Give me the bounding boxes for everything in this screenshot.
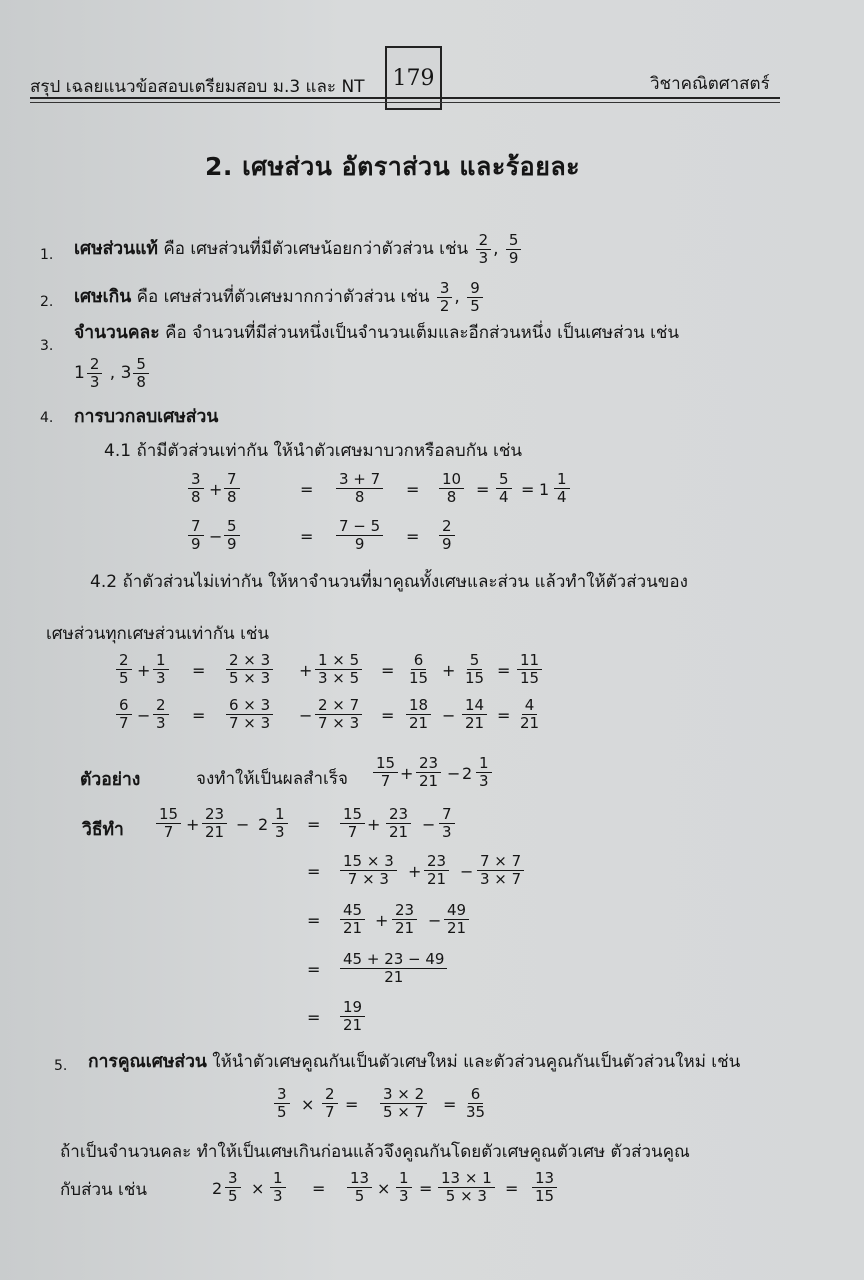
page-number-box: [385, 46, 442, 110]
fraction: $\frac{3}{2}$: [437, 280, 453, 314]
chapter-title: 2. เศษส่วน อัตราส่วน และร้อยละ: [205, 152, 581, 181]
header-subject: วิชาคณิตศาสตร์: [650, 74, 770, 94]
item-number: 5.: [54, 1058, 68, 1074]
mixed-multiplication-text: ถ้าเป็นจำนวนคละ ทำให้เป็นเศษเกินก่อนแล้วจึงคูณกันโดยตัวเศษคูณตัวเศษ ตัวส่วนคูณ: [60, 1142, 690, 1162]
solution-label: วิธีทำ: [82, 820, 124, 840]
term-multiplication: การคูณเศษส่วน: [88, 1052, 207, 1072]
item-number: 3.: [40, 338, 54, 354]
section-multiplication: [88, 1047, 740, 1075]
example-label: ตัวอย่าง: [80, 770, 141, 790]
item-number: 1.: [40, 247, 54, 263]
book-page: สรุป เฉลยแนวข้อสอบเตรียมสอบ ม.3 และ NT 179 วิชาคณิตศาสตร์ 2. เศษส่วน อัตราส่วน และร้อยละ 1. เศษส่วนแท้ คือ เศษส่วนที่มีตัวเศษน้อยกว่าตัวส่วน เช่น $\frac{2}{3}$ , $\frac{5}{9}$ 2. เศษเกิน คือ เศษส่วนที่ตัวเศษมากกว่าตัวส่วน เช่น $\frac{3}{2}$ , $\frac{9}{5}$ 3. จำนวนคละ คือ จำนวนที่มีส่วนหนึ่งเป็นจำนวนเต็มและอีกส่วนหนึ่ง เป็นเศษส่วน เช่น 1 $\frac{2}{3}$ , 3 $\frac{5}{8}$ 4. การบวกลบเศษส่วน 4.1 ถ้ามีตัวส่วนเท่ากัน ให้นำตัวเศษมาบวกหรือลบกัน เช่น $\frac{3}{8}$ + $\frac{7}{8}$ = $\frac{3 + 7}{8}$ = $\frac{10}{8}$ = $\frac{5}{4}$ = 1 $\frac{1}{4}$ $\frac{7}{9}$ − $\frac{5}{9}$ = $\frac{7 - 5}{9}$ = $\frac{2}{9}$ 4.2 ถ้าตัวส่วนไม่เท่ากัน ให้หาจำนวนที่มาคูณทั้งเศษและส่วน แล้วทำให้ตัวส่วนของ เศษส่วนทุกเศษส่วนเท่ากัน เช่น $\frac{2}{5}$ + $\frac{1}{3}$ = $\frac{2 \times 3}{5 \times 3}$ + $\frac{1 \times 5}{3 \times 5}$ = $\frac{6}{15}$ + $\frac{5}{15}$ = $\frac{11}{15}$ $\frac{6}{7}$ − $\frac{2}{3}$ = $\frac{6 \times 3}{7 \times 3}$ − $\frac{2 \times 7}{7 \times 3}$ = $\frac{18}{21}$ − $\frac{14}{21}$ = $\frac{4}{21}$ ตัวอย่าง จงทำให้เป็นผลสำเร็จ $\frac{15}{7}$ + $\frac{23}{21}$ − 2 $\frac{1}{3}$ วิธีทำ $\frac{15}{7}$ + $\frac{23}{21}$ − 2 $\frac{1}{3}$ = $\frac{15}{7}$ + $\frac{23}{21}$ − $\frac{7}{3}$ = $\frac{15 \times 3}{7 \times 3}$ + $\frac{23}{21}$ − $\frac{7 \times 7}{3 \times 7}$ = $\frac{45}{21}$ + $\frac{23}{21}$ − $\frac{49}{21}$ = $\frac{45 + 23 - 49}{21}$ = $\frac{19}{21}$ 5. การคูณเศษส่วน ให้นำตัวเศษคูณกันเป็นตัวเศษใหม่ และตัวส่วนคูณกันเป็นตัวส่วนใหม่ เช่น $\frac{3}{5}$ × $\frac{2}{7}$ = $\frac{3 \times 2}{5 \times 7}$ = $\frac{6}{35}$ ถ้าเป็นจำนวนคละ ทำให้เป็นเศษเกินก่อนแล้วจึงคูณกันโดยตัวเศษคูณตัวเศษ ตัวส่วนคูณ กับส่วน เช่น 2 $\frac{3}{5}$ × $\frac{1}{3}$ = $\frac{13}{5}$ × $\frac{1}{3}$ = $\frac{13 \times 1}{5 \times 3}$ = $\frac{13}{15}$: [0, 0, 864, 1280]
header-book-title: สรุป เฉลยแนวข้อสอบเตรียมสอบ ม.3 และ NT: [30, 77, 365, 97]
item-number: 4.: [40, 410, 54, 426]
definition-text: ให้นำตัวเศษคูณกันเป็นตัวเศษใหม่ และตัวส่วนคูณกันเป็นตัวส่วนใหม่ เช่น: [212, 1052, 741, 1072]
rule-4-2: 4.2 ถ้าตัวส่วนไม่เท่ากัน ให้หาจำนวนที่มาคูณทั้งเศษและส่วน แล้วทำให้ตัวส่วนของ: [90, 572, 688, 592]
term-proper-fraction: เศษส่วนแท้: [74, 239, 158, 259]
item-improper-fraction: เศษเกิน คือ เศษส่วนที่ตัวเศษมากกว่าตัวส่วน เช่น $\frac{3}{2}$ , $\frac{9}{5}$: [74, 280, 485, 314]
mixed-multiplication-cont: กับส่วน เช่น: [60, 1180, 148, 1200]
fraction: $\frac{2}{3}$: [87, 356, 103, 390]
example-text: จงทำให้เป็นผลสำเร็จ: [196, 769, 348, 789]
item-mixed-number: [74, 318, 679, 346]
header-rule-thin: [30, 102, 780, 103]
header-rule: [30, 97, 780, 99]
definition-text: คือ เศษส่วนที่มีตัวเศษน้อยกว่าตัวส่วน เช่น: [163, 239, 469, 259]
rule-4-1: 4.1 ถ้ามีตัวส่วนเท่ากัน ให้นำตัวเศษมาบวกหรือลบกัน เช่น: [104, 441, 522, 461]
fraction: $\frac{2}{3}$: [476, 232, 492, 266]
definition-text: คือ เศษส่วนที่ตัวเศษมากกว่าตัวส่วน เช่น: [136, 287, 430, 307]
item-number: 2.: [40, 294, 54, 310]
term-improper-fraction: เศษเกิน: [74, 287, 132, 307]
fraction: $\frac{9}{5}$: [467, 280, 483, 314]
fraction: $\frac{5}{9}$: [506, 232, 522, 266]
page-number: 179: [392, 65, 435, 91]
definition-text: คือ จำนวนที่มีส่วนหนึ่งเป็นจำนวนเต็มและอีกส่วนหนึ่ง เป็นเศษส่วน เช่น: [165, 323, 680, 343]
section-add-subtract-heading: การบวกลบเศษส่วน: [74, 407, 219, 427]
mixed-number-examples: 1 $\frac{2}{3}$ , 3 $\frac{5}{8}$: [74, 356, 151, 390]
term-mixed-number: จำนวนคละ: [74, 323, 160, 343]
equation-row: $\frac{3}{8}$: [186, 471, 206, 505]
item-proper-fraction: เศษส่วนแท้ คือ เศษส่วนที่มีตัวเศษน้อยกว่าตัวส่วน เช่น $\frac{2}{3}$ , $\frac{5}{9}$: [74, 232, 523, 266]
rule-4-2-cont: เศษส่วนทุกเศษส่วนเท่ากัน เช่น: [46, 624, 270, 644]
fraction: $\frac{5}{8}$: [133, 356, 149, 390]
